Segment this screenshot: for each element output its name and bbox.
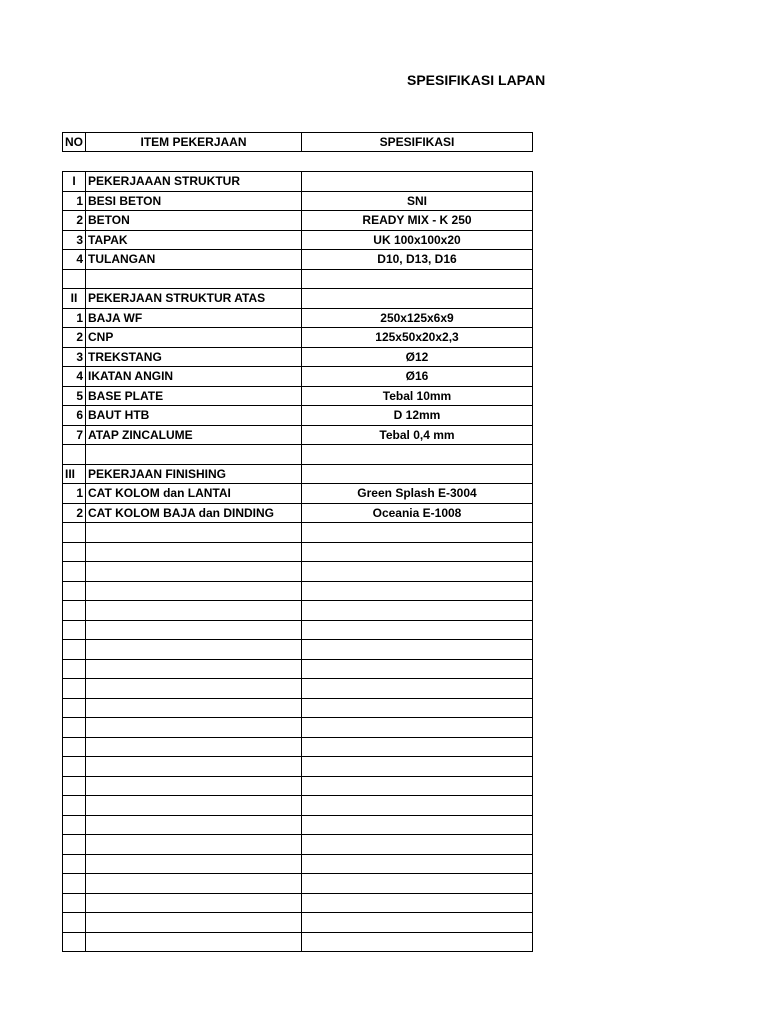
cell-spec [302,581,533,601]
cell-no [63,874,86,894]
cell-no [63,523,86,543]
cell-item: BAJA WF [86,308,302,328]
cell-spec: D10, D13, D16 [302,250,533,270]
cell-no [63,620,86,640]
cell-no: 5 [63,386,86,406]
table-row [63,815,533,835]
cell-no [63,893,86,913]
cell-no: 2 [63,328,86,348]
cell-item: PEKERJAAAN STRUKTUR [86,172,302,192]
cell-item: TAPAK [86,230,302,250]
cell-no [63,835,86,855]
table-row [63,679,533,699]
cell-spec [302,445,533,465]
spec-table [62,171,533,952]
cell-spec [302,562,533,582]
cell-no: 7 [63,425,86,445]
cell-item: IKATAN ANGIN [86,367,302,387]
cell-spec: D 12mm [302,406,533,426]
table-row [63,796,533,816]
cell-no [63,679,86,699]
cell-item [86,913,302,933]
table-row [63,757,533,777]
cell-spec [302,698,533,718]
table-row [63,874,533,894]
cell-no [63,640,86,660]
cell-no: III [63,464,86,484]
cell-item [86,932,302,952]
cell-spec [302,932,533,952]
cell-no: 1 [63,191,86,211]
cell-no [63,269,86,289]
cell-no: 2 [63,503,86,523]
cell-no [63,601,86,621]
cell-no [63,913,86,933]
table-row [63,854,533,874]
cell-no [63,815,86,835]
table-row [63,562,533,582]
cell-item [86,640,302,660]
cell-spec [302,172,533,192]
cell-no: 4 [63,250,86,270]
cell-no [63,581,86,601]
cell-item: ATAP ZINCALUME [86,425,302,445]
cell-item: TULANGAN [86,250,302,270]
cell-spec [302,874,533,894]
cell-spec [302,601,533,621]
cell-item: BASE PLATE [86,386,302,406]
cell-no: 1 [63,484,86,504]
table-row [63,659,533,679]
document-title: SPESIFIKASI LAPAN [407,72,546,88]
table-row [63,718,533,738]
cell-no: II [63,289,86,309]
cell-item: BAUT HTB [86,406,302,426]
cell-spec [302,659,533,679]
cell-spec [302,796,533,816]
cell-spec: Oceania E-1008 [302,503,533,523]
cell-spec: 250x125x6x9 [302,308,533,328]
header-item: ITEM PEKERJAAN [86,133,302,152]
cell-item: BETON [86,211,302,231]
cell-item [86,854,302,874]
table-row [63,523,533,543]
cell-item [86,269,302,289]
cell-spec [302,854,533,874]
cell-spec [302,815,533,835]
cell-item [86,523,302,543]
table-row [63,347,533,367]
cell-spec [302,620,533,640]
cell-spec [302,757,533,777]
cell-item [86,874,302,894]
cell-item [86,601,302,621]
table-row [63,893,533,913]
cell-spec [302,737,533,757]
table-row [63,289,533,309]
cell-item [86,737,302,757]
cell-spec [302,776,533,796]
table-row [63,406,533,426]
table-row [63,542,533,562]
cell-item [86,620,302,640]
cell-no: 4 [63,367,86,387]
cell-no [63,932,86,952]
cell-no: 3 [63,230,86,250]
spec-table-header [62,132,533,152]
cell-spec [302,289,533,309]
table-row [63,445,533,465]
table-row [63,620,533,640]
table-row [63,776,533,796]
cell-item [86,679,302,699]
cell-spec [302,679,533,699]
cell-item [86,659,302,679]
table-row [63,698,533,718]
cell-item [86,718,302,738]
cell-item [86,815,302,835]
table-row [63,211,533,231]
cell-item [86,542,302,562]
table-row [63,601,533,621]
cell-no: 1 [63,308,86,328]
cell-item: CAT KOLOM dan LANTAI [86,484,302,504]
cell-no: 3 [63,347,86,367]
cell-no [63,562,86,582]
cell-no [63,854,86,874]
cell-no [63,796,86,816]
table-row [63,367,533,387]
header-row [63,133,533,152]
cell-spec [302,640,533,660]
cell-spec: Tebal 10mm [302,386,533,406]
cell-spec: UK 100x100x20 [302,230,533,250]
cell-spec: Ø12 [302,347,533,367]
cell-spec [302,542,533,562]
cell-spec: Ø16 [302,367,533,387]
cell-no [63,445,86,465]
cell-no [63,776,86,796]
cell-spec [302,269,533,289]
cell-no: 2 [63,211,86,231]
cell-item: CAT KOLOM BAJA dan DINDING [86,503,302,523]
table-row [63,230,533,250]
header-no: NO [63,133,86,152]
cell-no [63,737,86,757]
cell-spec [302,523,533,543]
spec-table-body [63,172,533,952]
cell-spec: SNI [302,191,533,211]
table-row [63,172,533,192]
cell-spec: Tebal 0,4 mm [302,425,533,445]
table-row [63,250,533,270]
cell-no [63,542,86,562]
cell-spec: Green Splash E-3004 [302,484,533,504]
cell-item [86,562,302,582]
table-row [63,464,533,484]
cell-spec [302,835,533,855]
cell-no [63,698,86,718]
table-row [63,581,533,601]
cell-item: TREKSTANG [86,347,302,367]
table-row [63,503,533,523]
cell-item [86,581,302,601]
table-row [63,425,533,445]
cell-no: I [63,172,86,192]
cell-spec [302,718,533,738]
header-spec: SPESIFIKASI [302,133,533,152]
cell-no [63,757,86,777]
cell-spec: 125x50x20x2,3 [302,328,533,348]
cell-item: PEKERJAAN STRUKTUR ATAS [86,289,302,309]
table-row [63,386,533,406]
cell-item [86,698,302,718]
cell-no: 6 [63,406,86,426]
cell-item [86,757,302,777]
cell-item: BESI BETON [86,191,302,211]
cell-item: PEKERJAAN FINISHING [86,464,302,484]
table-row [63,640,533,660]
cell-spec [302,913,533,933]
table-row [63,913,533,933]
cell-spec: READY MIX - K 250 [302,211,533,231]
cell-item [86,835,302,855]
table-row [63,835,533,855]
table-row [63,484,533,504]
table-row [63,932,533,952]
table-row [63,269,533,289]
cell-item: CNP [86,328,302,348]
cell-spec [302,893,533,913]
table-row [63,737,533,757]
cell-no [63,659,86,679]
cell-item [86,893,302,913]
table-row [63,308,533,328]
table-row [63,191,533,211]
cell-item [86,776,302,796]
cell-spec [302,464,533,484]
cell-no [63,718,86,738]
table-row [63,328,533,348]
cell-item [86,796,302,816]
cell-item [86,445,302,465]
